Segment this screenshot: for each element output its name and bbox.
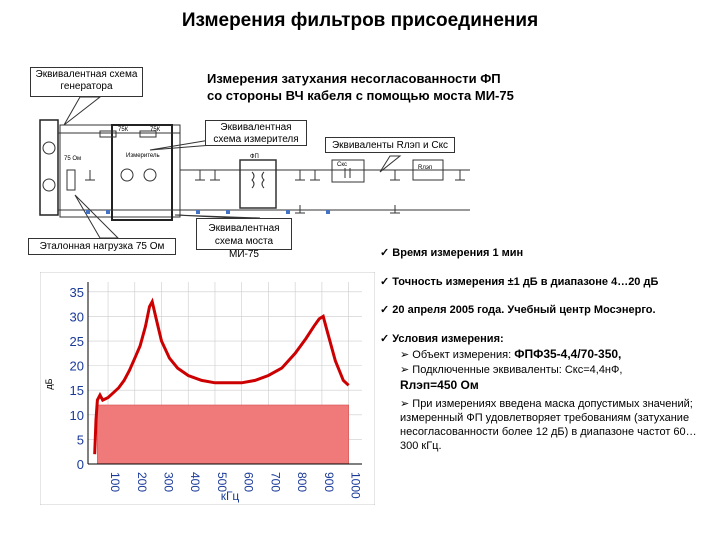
chart-x-tick-label: 700 [268, 472, 283, 493]
chart-x-tick-label: 1000 [348, 472, 363, 499]
chart-x-tick-label: 200 [134, 472, 149, 493]
generator-box [40, 120, 58, 215]
callout-load: Эталонная нагрузка 75 Ом [28, 238, 176, 255]
subtitle-line-2: со стороны ВЧ кабеля с помощью моста МИ-75 [207, 88, 514, 103]
arrow-icon: ➢ [400, 349, 410, 361]
chart-y-label: дБ [44, 378, 54, 390]
meter-label: Измеритель [126, 153, 160, 159]
callout-bridge: Эквивалентная схема моста МИ-75 [196, 218, 292, 250]
callout-generator: Эквивалентная схема генератора [30, 67, 143, 97]
bullet-conditions [380, 332, 504, 345]
resistor-75k-1-label: 75К [118, 127, 129, 133]
connector-marks [86, 210, 330, 214]
chart-x-label: кГц [220, 489, 240, 503]
sub-object-prefix: Объект измерения: [412, 349, 512, 361]
sub-mask [400, 397, 700, 453]
page-title: Измерения фильтров присоединения [181, 10, 539, 31]
callout-equivalents: Эквиваленты Rлэп и Скс [325, 137, 455, 153]
fp-block [240, 160, 276, 208]
generator-source-1 [43, 142, 55, 154]
chart-x-tick-label: 300 [161, 472, 176, 493]
rlep-label: Rлэп [418, 165, 433, 171]
chart-x-tick-label: 400 [188, 472, 203, 493]
arrow-icon: ➢ [400, 398, 410, 410]
chart-y-tick-label: 5 [76, 432, 84, 448]
sub-connected [400, 363, 710, 378]
fp-label: ФП [250, 154, 259, 160]
chart-y-tick-label: 0 [76, 457, 84, 472]
chart-x-tick-label: 800 [295, 472, 310, 493]
sub-object [400, 347, 710, 363]
load-resistor-label: 75 Ом [64, 156, 82, 162]
bullet-time [380, 246, 523, 259]
arrow-icon: ➢ [400, 364, 410, 376]
sub-connected-text: Подключенные эквиваленты: Скс=4,4нФ, [412, 364, 623, 376]
chart-y-tick-label: 25 [69, 334, 84, 350]
resistor-75k-1 [100, 131, 116, 137]
sub-rlep: Rлэп=450 Ом [400, 378, 479, 392]
chart-frame [40, 272, 375, 505]
bullet-date [380, 303, 656, 316]
chart-x-tick-label: 500 [214, 472, 229, 493]
chart-x-tick-label: 900 [321, 472, 336, 493]
bullet-accuracy [380, 275, 658, 288]
meter-gauge-2 [144, 169, 156, 181]
bridge-outline [60, 125, 180, 217]
chart-x-tick-label: 100 [108, 472, 123, 493]
load-resistor [67, 170, 75, 190]
chart-x-tick-label: 600 [241, 472, 256, 493]
check-icon: ✓ [380, 333, 390, 345]
check-icon: ✓ [380, 276, 390, 288]
callout-meter: Эквивалентная схема измерителя [205, 120, 307, 146]
callout-pointer-generator [64, 97, 100, 125]
bullet-date-text: 20 апреля 2005 года. Учебный центр Мосэнерго. [392, 304, 656, 316]
generator-source-2 [43, 179, 55, 191]
chart-y-tick-label: 35 [69, 284, 84, 300]
bullet-conditions-text: Условия измерения: [392, 333, 504, 345]
sub-mask-text: При измерениях введена маска допустимых значений; измеренный ФП удовлетворяет требованиям (затухание несогласованности более 12 дБ) в диапазоне частот 60…300 кГц. [400, 398, 697, 452]
fp-transformer [252, 172, 264, 188]
chart-y-tick-label: 20 [69, 358, 84, 374]
check-icon: ✓ [380, 304, 390, 316]
meter-gauge-1 [121, 169, 133, 181]
ground-symbols [85, 170, 465, 213]
sub-object-value: ФПФ35-4,4/70-350, [514, 347, 622, 361]
chart-y-tick-label: 30 [69, 309, 84, 325]
check-icon: ✓ [380, 247, 390, 259]
bullet-time-text: Время измерения 1 мин [392, 247, 524, 259]
attenuation-chart [40, 272, 375, 505]
subtitle-line-1: Измерения затухания несогласованности ФП [207, 71, 501, 86]
resistor-75k-2-label: 75К [150, 127, 161, 133]
chart-y-tick-label: 15 [69, 383, 84, 399]
chart-mask-region [97, 405, 348, 464]
bullet-accuracy-text: Точность измерения ±1 дБ в диапазоне 4…20 дБ [392, 276, 659, 288]
cks-label: Скс [337, 162, 348, 168]
chart-y-tick-label: 10 [69, 407, 84, 423]
